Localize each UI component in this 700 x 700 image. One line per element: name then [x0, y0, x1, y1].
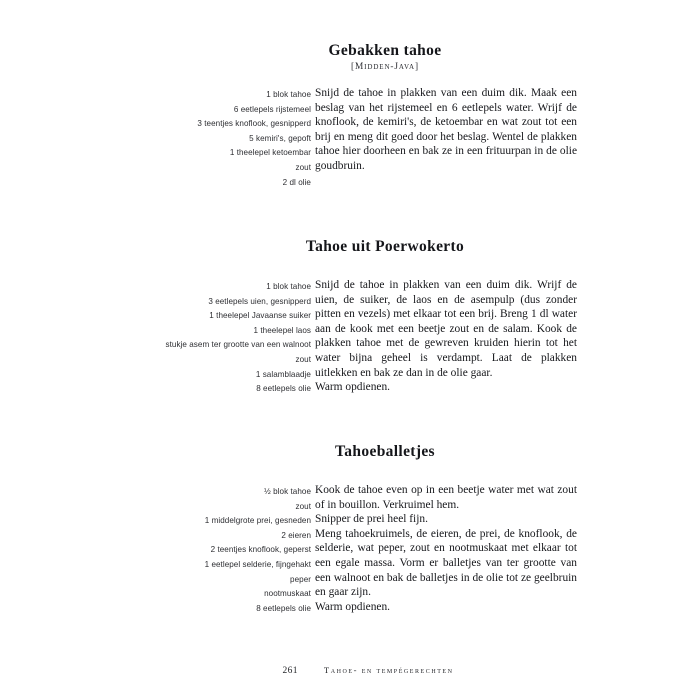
ingredient-item: 3 eetlepels uien, gesnipperd	[208, 296, 311, 306]
recipe-subtitle: [Midden-Java]	[350, 62, 419, 72]
ingredient-item: 1 theelepel ketoembar	[229, 148, 311, 158]
ingredient-item: 8 eetlepels olie	[256, 603, 311, 613]
method-paragraph: Snipper de prei heel fijn.	[315, 513, 428, 526]
ingredient-list	[95, 483, 311, 616]
method-text	[315, 86, 577, 174]
recipe-title: Gebakken tahoe	[328, 42, 442, 59]
method-text	[315, 483, 577, 614]
ingredient-list	[95, 86, 311, 190]
ingredient-item: 2 eieren	[281, 530, 311, 540]
method-paragraph: Meng tahoekruimels, de eieren, de prei, de knoflook, de selderie, wat peper, zout en nootmuskaat met elkaar tot een egale massa. Vorm er balletjes van ter grootte van een walnoot en bak de balletjes in de olie tot ze geelbruin en gaar zijn.	[315, 527, 577, 599]
recipe-block	[0, 238, 700, 397]
ingredient-item: 1 theelepel laos	[253, 325, 311, 335]
ingredient-item: nootmuskaat	[264, 589, 311, 599]
ingredient-item: 1 blok tahoe	[266, 90, 311, 99]
recipe-block	[0, 42, 700, 190]
recipe-body	[0, 86, 700, 190]
recipe-title: Tahoe uit Poerwokerto	[305, 238, 465, 255]
recipe-body	[0, 483, 700, 616]
ingredient-item: 1 eetlepel selderie, fijngehakt	[204, 559, 311, 569]
ingredient-item: ½ blok tahoe	[264, 487, 311, 496]
ingredient-item: zout	[295, 501, 311, 511]
ingredient-item: 5 kemiri's, gepoft	[249, 133, 311, 143]
ingredient-item: 6 eetlepels rijstemeel	[233, 104, 311, 114]
ingredient-item: 1 theelepel Javaanse suiker	[209, 311, 311, 321]
ingredient-item: peper	[290, 574, 311, 584]
method-paragraph: Kook de tahoe even op in een beetje water met wat zout of in bouillon. Verkruimel hem.	[315, 484, 577, 511]
recipe-body	[0, 278, 700, 397]
folio-group	[282, 660, 297, 678]
ingredient-item: 2 teentjes knoflook, geperst	[210, 545, 311, 555]
ingredient-item: 1 salamblaadje	[255, 369, 311, 379]
ingredient-item: 3 teentjes knoflook, gesnipperd	[197, 119, 311, 129]
method-paragraph: Warm opdienen.	[315, 600, 390, 613]
method-text	[315, 278, 577, 395]
recipe-block	[0, 443, 700, 616]
ingredient-item: 1 blok tahoe	[266, 282, 311, 291]
footer-inner	[246, 660, 453, 678]
page-footer	[0, 660, 700, 678]
ingredient-item: 1 middelgrote prei, gesneden	[204, 516, 311, 526]
method-paragraph: Warm opdienen.	[315, 381, 390, 394]
ingredient-item: zout	[295, 162, 311, 172]
page-number: 261	[282, 666, 298, 676]
ingredient-list	[95, 278, 311, 397]
recipe-title: Tahoeballetjes	[335, 443, 435, 460]
method-paragraph: Snijd de tahoe in plakken van een duim dik. Wrijf de uien, de suiker, de laos en de asempulp (dus zonder pitten en vezels) met elkaar tot een brij. Breng 1 dl water aan de kook met een beetje zout en de salam. Kook de plakken tahoe met de gewreven kruiden hierin tot het water bijna geheel is verdampt. Laat de plakken uitlekken en bak ze dan in de olie gaar.	[315, 279, 577, 379]
method-paragraph: Snijd de tahoe in plakken van een duim dik. Maak een beslag van het rijstemeel en 6 eetlepels water. Wrijf de knoflook, de kemiri's, de ketoembar en wat zout tot een brij en meng dit goed door het beslag. Wentel de plakken tahoe hier doorheen en bak ze in een frituurpan in de olie goudbruin.	[315, 87, 577, 172]
ingredient-item: 2 dl olie	[282, 177, 311, 187]
ingredient-item: zout	[295, 354, 311, 364]
ingredient-item: 8 eetlepels olie	[256, 384, 311, 394]
ingredient-item: stukje asem ter grootte van een walnoot	[165, 340, 311, 350]
running-head: Tahoe- en tempégerechten	[323, 665, 454, 675]
